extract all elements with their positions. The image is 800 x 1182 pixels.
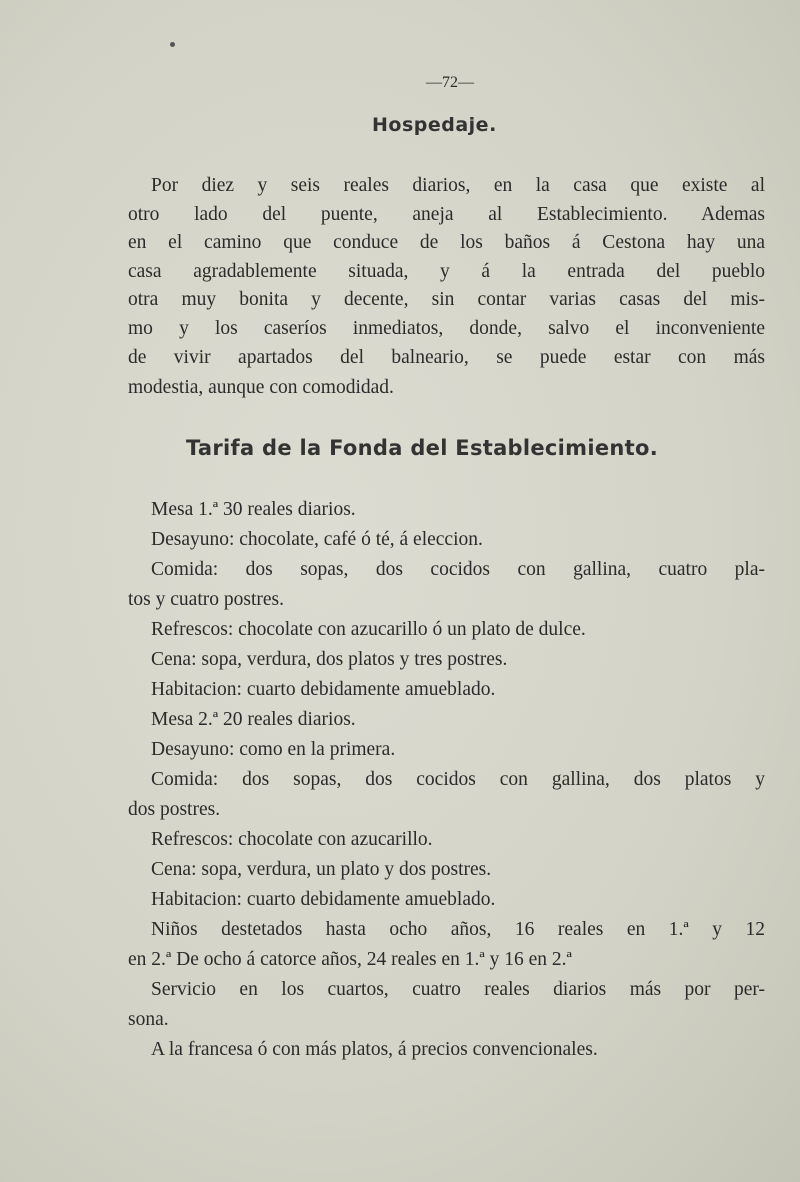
tarifa-line: tos y cuatro postres. [128, 589, 284, 610]
page-number: —72— [426, 74, 474, 91]
tarifa-line: Niños destetados hasta ocho años, 16 reales en 1.ª y 12 [151, 919, 765, 940]
text-line: en el camino que conduce de los baños á Cestona hay una [128, 232, 765, 253]
tarifa-line: Habitacion: cuarto debidamente amueblado. [151, 679, 496, 700]
tarifa-line: dos postres. [128, 799, 221, 820]
text-line: modestia, aunque con comodidad. [128, 377, 394, 398]
tarifa-line: sona. [128, 1009, 169, 1030]
tarifa-line: Habitacion: cuarto debidamente amueblado. [151, 889, 496, 910]
tarifa-line: Refrescos: chocolate con azucarillo. [151, 829, 433, 850]
tarifa-line: Refrescos: chocolate con azucarillo ó un plato de dulce. [151, 619, 586, 640]
text-line: otra muy bonita y decente, sin contar varias casas del mis- [128, 289, 765, 310]
tarifa-line: Mesa 1.ª 30 reales diarios. [151, 499, 356, 520]
section-title-hospedaje: Hospedaje. [372, 114, 497, 136]
text-line: casa agradablemente situada, y á la entrada del pueblo [128, 261, 765, 282]
text-line: Por diez y seis reales diarios, en la casa que existe al [151, 175, 765, 196]
text-line: mo y los caseríos inmediatos, donde, salvo el inconveniente [128, 318, 765, 339]
text-line: de vivir apartados del balneario, se puede estar con más [128, 347, 765, 368]
tarifa-line: Desayuno: chocolate, café ó té, á eleccion. [151, 529, 483, 550]
tarifa-line: Servicio en los cuartos, cuatro reales diarios más por per- [151, 979, 765, 1000]
tarifa-line: en 2.ª De ocho á catorce años, 24 reales en 1.ª y 16 en 2.ª [128, 949, 572, 970]
tarifa-line: Cena: sopa, verdura, un plato y dos postres. [151, 859, 492, 880]
tarifa-line: A la francesa ó con más platos, á precios convencionales. [151, 1039, 598, 1060]
tarifa-line: Mesa 2.ª 20 reales diarios. [151, 709, 356, 730]
tarifa-line: Comida: dos sopas, dos cocidos con gallina, dos platos y [151, 769, 765, 790]
tarifa-line: Comida: dos sopas, dos cocidos con gallina, cuatro pla- [151, 559, 765, 580]
text-line: otro lado del puente, aneja al Establecimiento. Ademas [128, 204, 765, 225]
tarifa-line: Cena: sopa, verdura, dos platos y tres postres. [151, 649, 508, 670]
tarifa-line: Desayuno: como en la primera. [151, 739, 396, 760]
section-title-tarifa: Tarifa de la Fonda del Establecimiento. [186, 436, 658, 460]
ink-spot [170, 42, 175, 47]
